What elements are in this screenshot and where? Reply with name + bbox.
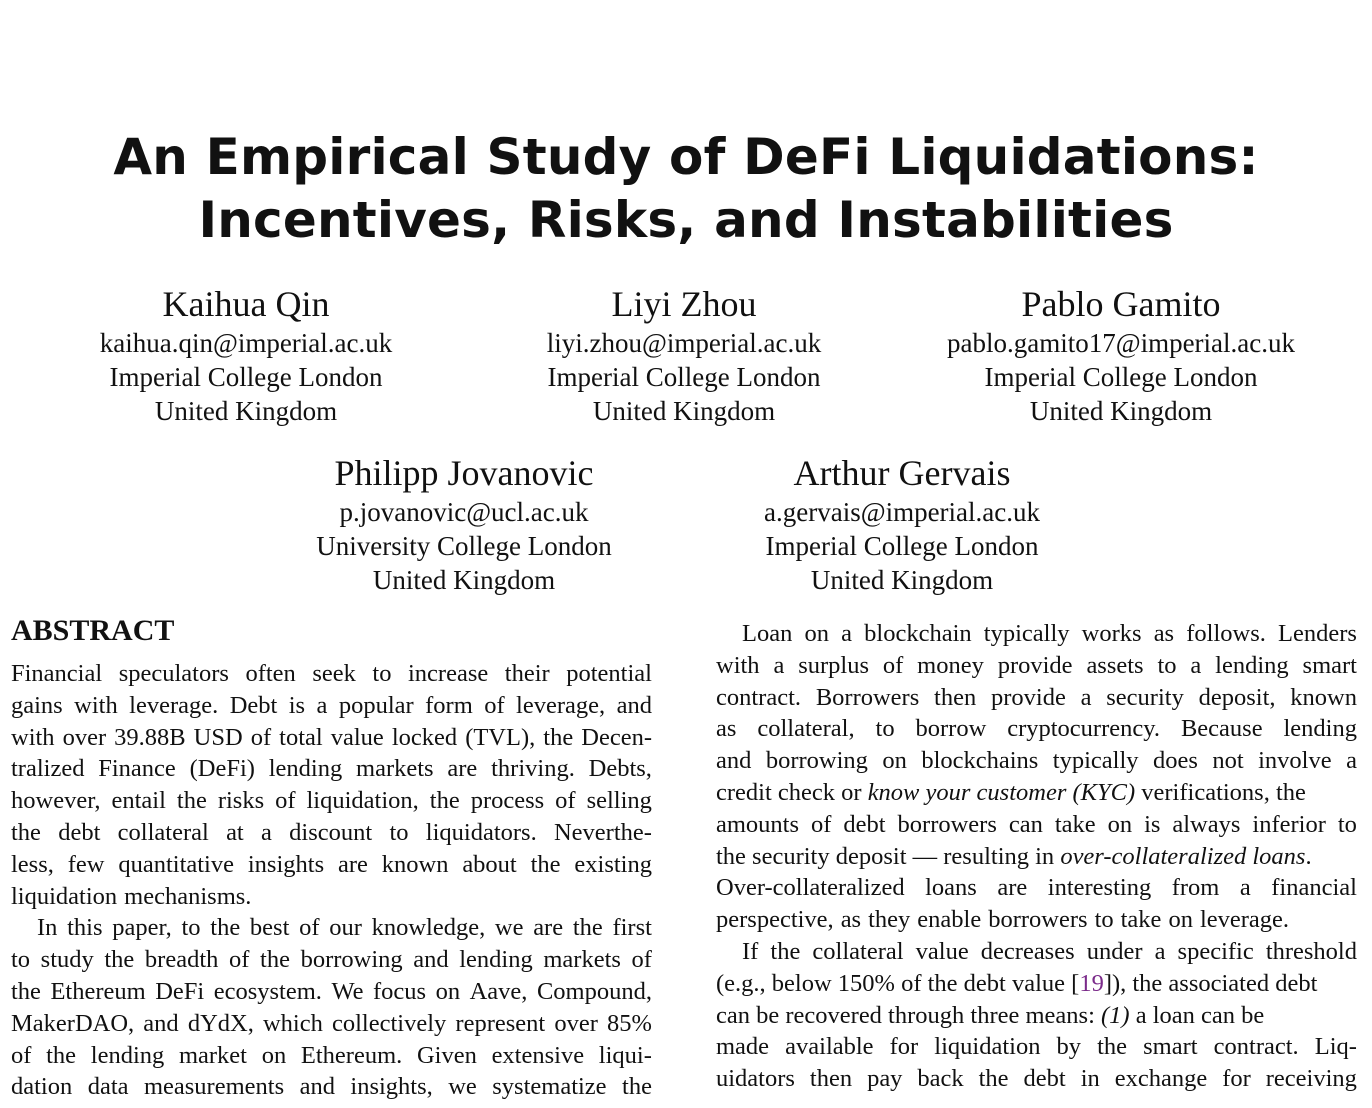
author-affiliation: University College London bbox=[316, 531, 612, 561]
author-affiliation: Imperial College London bbox=[984, 362, 1258, 392]
intro-body bbox=[716, 618, 1357, 1095]
text-line: as collateral, to borrow cryptocurrency. Because lending bbox=[716, 715, 1357, 743]
text-span: the security deposit — resulting in bbox=[716, 842, 1061, 870]
title-line-1: An Empirical Study of DeFi Liquidations: bbox=[113, 128, 1259, 186]
author-card bbox=[66, 286, 426, 428]
text-line bbox=[716, 841, 1357, 873]
author-country: United Kingdom bbox=[810, 565, 994, 595]
text-span: (e.g., below 150% of the debt value [ bbox=[716, 969, 1080, 997]
text-span: verifications, the bbox=[1135, 778, 1306, 806]
text-line: If the collateral value decreases under a specific threshold bbox=[742, 937, 1357, 965]
author-name: Kaihua Qin bbox=[162, 284, 330, 324]
text-line: Financial speculators often seek to increase their potential bbox=[11, 660, 652, 687]
author-card bbox=[921, 286, 1321, 428]
author-name: Liyi Zhou bbox=[611, 284, 757, 324]
text-line bbox=[716, 968, 1357, 1000]
text-line bbox=[716, 1000, 1357, 1032]
abstract-body bbox=[11, 658, 652, 1103]
text-span: ]), the associated debt bbox=[1103, 969, 1318, 997]
text-line: the debt collateral at a discount to liquidators. Neverthe- bbox=[11, 818, 652, 846]
text-line: MakerDAO, and dYdX, which collectively represent over 85% bbox=[11, 1009, 652, 1037]
emphasis-text: over-collateralized loans bbox=[1060, 842, 1306, 870]
text-span: . bbox=[1305, 842, 1312, 870]
title-line-2: Incentives, Risks, and Instabilities bbox=[198, 191, 1174, 249]
text-line: perspective, as they enable borrowers to take on leverage. bbox=[716, 906, 1290, 934]
text-span: can be recovered through three means: bbox=[716, 1001, 1102, 1029]
author-email[interactable]: pablo.gamito17@imperial.ac.uk bbox=[946, 328, 1296, 358]
author-card bbox=[722, 455, 1082, 597]
abstract-heading: ABSTRACT bbox=[11, 614, 175, 647]
text-line: liquidation mechanisms. bbox=[11, 882, 252, 910]
author-affiliation: Imperial College London bbox=[765, 531, 1039, 561]
author-name: Arthur Gervais bbox=[793, 453, 1011, 493]
author-country: United Kingdom bbox=[592, 396, 776, 426]
text-line: tralized Finance (DeFi) lending markets are thriving. Debts, bbox=[11, 755, 652, 783]
author-affiliation: Imperial College London bbox=[547, 362, 821, 392]
author-email[interactable]: p.jovanovic@ucl.ac.uk bbox=[339, 497, 589, 527]
author-country: United Kingdom bbox=[1029, 396, 1213, 426]
text-line: with a surplus of money provide assets to a lending smart bbox=[716, 651, 1357, 679]
text-line: and borrowing on blockchains typically does not involve a bbox=[716, 747, 1357, 775]
text-line: Loan on a blockchain typically works as follows. Lenders bbox=[742, 620, 1357, 647]
author-card bbox=[284, 455, 644, 597]
text-line: amounts of debt borrowers can take on is always inferior to bbox=[716, 810, 1357, 838]
author-country: United Kingdom bbox=[154, 396, 338, 426]
text-span: a loan can be bbox=[1129, 1001, 1265, 1029]
author-email[interactable]: kaihua.qin@imperial.ac.uk bbox=[99, 328, 393, 358]
text-line: with over 39.88B USD of total value locked (TVL), the Decen- bbox=[11, 723, 652, 751]
citation-link[interactable]: 19 bbox=[1079, 969, 1104, 997]
author-email[interactable]: a.gervais@imperial.ac.uk bbox=[764, 497, 1040, 527]
text-line: Over-collateralized loans are interesting from a financial bbox=[716, 874, 1357, 902]
text-line: to study the breadth of the borrowing and lending markets of bbox=[11, 946, 652, 974]
text-span: credit check or bbox=[716, 778, 868, 806]
text-line: the Ethereum DeFi ecosystem. We focus on Aave, Compound, bbox=[11, 977, 652, 1005]
text-line: of the lending market on Ethereum. Given extensive liqui- bbox=[11, 1041, 652, 1069]
text-line: contract. Borrowers then provide a security deposit, known bbox=[716, 683, 1357, 711]
author-card bbox=[504, 286, 864, 428]
text-line: dation data measurements and insights, we systematize the bbox=[11, 1073, 652, 1101]
author-email[interactable]: liyi.zhou@imperial.ac.uk bbox=[546, 328, 822, 358]
text-line: uidators then pay back the debt in exchange for receiving bbox=[716, 1065, 1357, 1093]
text-line bbox=[716, 777, 1357, 809]
emphasis-text: know your customer (KYC) bbox=[867, 778, 1136, 806]
text-line: gains with leverage. Debt is a popular form of leverage, and bbox=[11, 691, 652, 719]
text-line: made available for liquidation by the smart contract. Liq- bbox=[716, 1033, 1357, 1061]
text-line: however, entail the risks of liquidation, the process of selling bbox=[11, 787, 652, 815]
author-country: United Kingdom bbox=[372, 565, 556, 595]
author-name: Philipp Jovanovic bbox=[334, 453, 594, 493]
text-line: less, few quantitative insights are known about the existing bbox=[11, 850, 652, 878]
paper-title bbox=[0, 126, 1372, 252]
author-name: Pablo Gamito bbox=[1021, 284, 1221, 324]
text-line: In this paper, to the best of our knowledge, we are the first bbox=[37, 914, 652, 942]
emphasis-text: (1) bbox=[1101, 1001, 1130, 1029]
author-affiliation: Imperial College London bbox=[109, 362, 383, 392]
